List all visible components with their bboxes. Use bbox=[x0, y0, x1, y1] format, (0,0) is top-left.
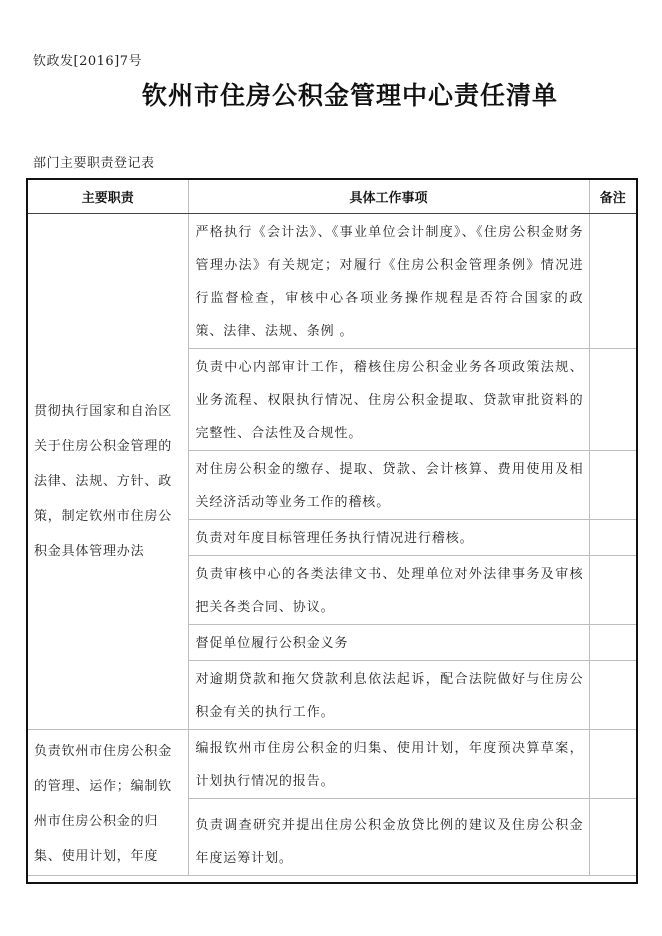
work-item-cell bbox=[188, 661, 589, 730]
table-row bbox=[28, 214, 636, 349]
work-item-text: 严格执行《会计法》、《事业单位会计制度》、《住房公积金财务管理办法》有关规定；对履行《住房公积金管理条例》情况进行监督检查，审核中心各项业务操作规程是否符合国家的政策、法律、法规、条例 。 bbox=[195, 225, 584, 339]
remark-cell bbox=[589, 451, 636, 520]
work-item-text: 编报钦州市住房公积金的归集、使用计划，年度预决算草案，计划执行情况的报告。 bbox=[195, 741, 584, 789]
duty-table bbox=[28, 180, 636, 876]
remark-cell bbox=[589, 625, 636, 661]
remark-cell bbox=[589, 556, 636, 625]
table-header-row bbox=[28, 180, 636, 214]
remark-cell bbox=[589, 799, 636, 876]
work-item-text: 督促单位履行公积金义务 bbox=[195, 636, 349, 651]
duty-text: 负责钦州市住房公积金的管理、运作；编制钦州市住房公积金的归集、使用计划，年度 bbox=[34, 744, 173, 864]
duty-cell bbox=[28, 214, 188, 730]
duty-cell bbox=[28, 730, 188, 876]
document-number: 钦政发[2016]7号 bbox=[33, 54, 142, 69]
table-bottom-border bbox=[26, 882, 638, 884]
work-item-text: 对逾期贷款和拖欠贷款利息依法起诉，配合法院做好与住房公积金有关的执行工作。 bbox=[195, 672, 584, 720]
remark-cell bbox=[589, 661, 636, 730]
work-item-text: 负责中心内部审计工作，稽核住房公积金业务各项政策法规、业务流程、权限执行情况、住房公积金提取、贷款审批资料的完整性、合法性及合规性。 bbox=[195, 360, 584, 441]
remark-cell bbox=[589, 214, 636, 349]
column-header-work-items: 具体工作事项 bbox=[188, 180, 589, 214]
work-item-text: 负责审核中心的各类法律文书、处理单位对外法律事务及审核把关各类合同、协议。 bbox=[195, 567, 584, 615]
remark-cell bbox=[589, 349, 636, 451]
duty-text: 贯彻执行国家和自治区关于住房公积金管理的法律、法规、方针、政策，制定钦州市住房公积金具体管理办法 bbox=[34, 404, 173, 559]
work-item-text: 对住房公积金的缴存、提取、贷款、会计核算、费用使用及相关经济活动等业务工作的稽核。 bbox=[195, 462, 584, 510]
duty-table-container bbox=[26, 178, 638, 884]
work-item-cell bbox=[188, 349, 589, 451]
work-item-cell bbox=[188, 214, 589, 349]
remark-cell bbox=[589, 730, 636, 799]
column-header-main-duty: 主要职责 bbox=[28, 180, 188, 214]
column-header-remarks: 备注 bbox=[589, 180, 636, 214]
work-item-cell bbox=[188, 451, 589, 520]
work-item-cell bbox=[188, 625, 589, 661]
work-item-cell bbox=[188, 520, 589, 556]
work-item-text: 负责调查研究并提出住房公积金放贷比例的建议及住房公积金年度运筹计划。 bbox=[195, 818, 584, 866]
work-item-cell bbox=[188, 556, 589, 625]
document-title: 钦州市住房公积金管理中心责任清单 bbox=[141, 81, 558, 110]
work-item-text: 负责对年度目标管理任务执行情况进行稽核。 bbox=[195, 531, 474, 546]
table-row bbox=[28, 730, 636, 799]
work-item-cell bbox=[188, 799, 589, 876]
remark-cell bbox=[589, 520, 636, 556]
work-item-cell bbox=[188, 730, 589, 799]
table-caption: 部门主要职责登记表 bbox=[33, 156, 155, 171]
